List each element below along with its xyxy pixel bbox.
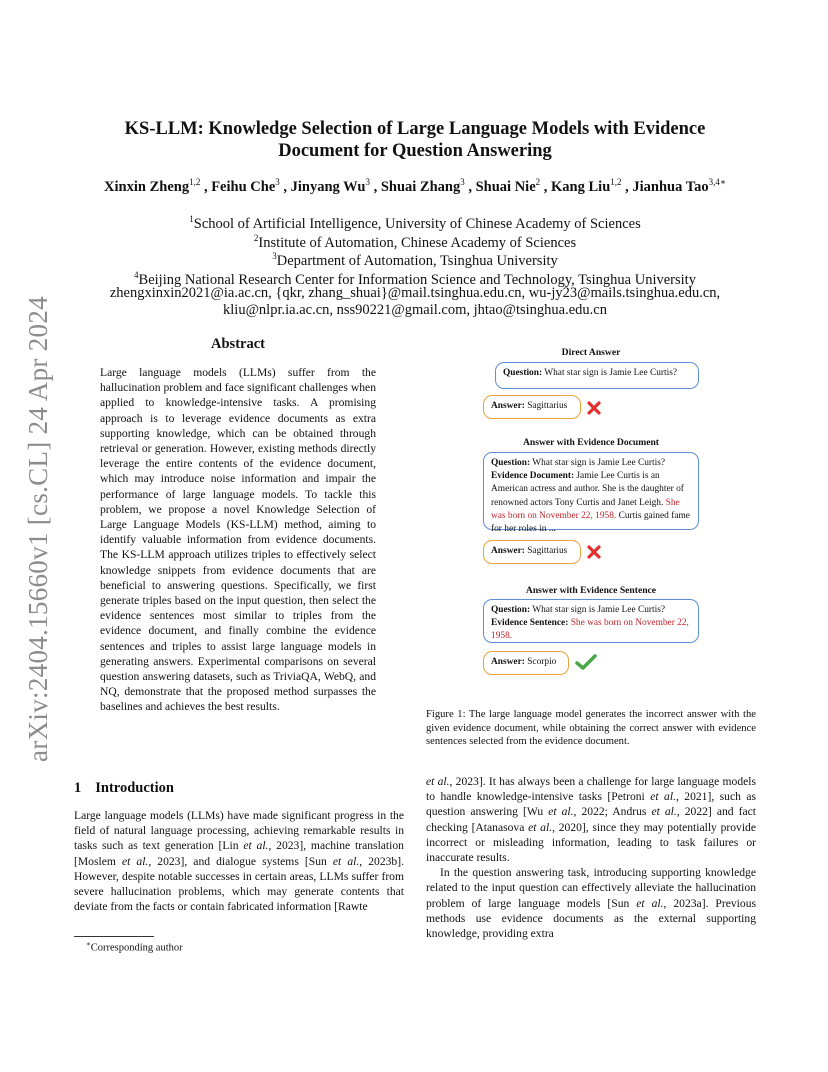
- abstract-heading: Abstract: [211, 336, 265, 352]
- author: Feihu Che$^3$: [211, 177, 280, 195]
- figure-head-sentence: Answer with Evidence Sentence: [525, 585, 657, 596]
- cross-mark-icon: [586, 400, 602, 416]
- author: Shuai Zhang$^3$: [380, 177, 465, 195]
- answer-bubble: Answer: Sagittarius: [483, 395, 581, 419]
- author: Jinyang Wu$^3$: [290, 177, 370, 195]
- footnote-rule: [74, 936, 154, 937]
- affiliation: $^2$Institute of Automation, Chinese Academy of Sciences: [253, 233, 577, 251]
- intro-paragraph-1: Large language models (LLMs) have made significant progress in the field of natural language processing, achieving remarkable results in tasks such as text generation [Lin et al., 2023], machine translation [Moslem et al., 2023], and dialogue systems [Sun et al., 2023b]. However, despite notable successes in certain areas, LLMs suffer from severe hallucination problems, which may generate contents that deviate from the facts or contain fabricated information [Rawte: [74, 809, 404, 914]
- affiliation: $^3$Department of Automation, Tsinghua University: [272, 251, 558, 269]
- arxiv-stamp: arXiv:2404.15660v1 [cs.CL] 24 Apr 2024: [23, 296, 53, 762]
- author: Xinxin Zheng$^{1,2}$: [104, 177, 201, 195]
- intro-paragraph-continued: et al., 2023]. It has always been a challenge for large language models to handle knowledge-intensive tasks [Petroni et al., 2021], such as question answering [Wu et al., 2022; Andrus et al., 2022] and fact checking [Atanasova et al., 2020], since they may potentially provide incorrect or misleading information, leading to task failures or inaccurate results. In the question answering task, introducing supporting knowledge related to the input question can effectively alleviate the hallucination problem of large language models [Sun et al., 2023a]. Previous methods use evidence documents as the external supporting knowledge, providing extra: [426, 775, 756, 941]
- author: Shuai Nie$^2$: [475, 177, 541, 195]
- affiliation: $^1$School of Artificial Intelligence, University of Chinese Academy of Sciences: [189, 214, 641, 232]
- email-line-1: zhengxinxin2021@ia.ac.cn, {qkr, zhang_shuai}@mail.tsinghua.edu.cn, wu-jy23@mails.tsinghua.edu.cn,: [109, 285, 721, 301]
- footnote: ∗Corresponding author: [86, 940, 183, 954]
- intro-paragraph-2: In the question answering task, introducing supporting knowledge related to the input question can effectively alleviate the hallucination problem of large language models [Sun et al., 2023a]. Previous methods use evidence documents as the external supporting knowledge, providing extra: [426, 866, 756, 941]
- cross-mark-icon: [586, 544, 602, 560]
- answer-bubble: Answer: Scorpio: [483, 651, 569, 675]
- figure-caption: Figure 1: The large language model generates the incorrect answer with the given evidence document, while obtaining the correct answer with evidence sentences selected from the evidence document.: [426, 709, 756, 748]
- paper-title: [90, 118, 740, 162]
- title-line-1: KS-LLM: Knowledge Selection of Large Language Models with Evidence: [124, 119, 706, 139]
- email-line-2: kliu@nlpr.ia.ac.cn, nss90221@gmail.com, jhtao@tsinghua.edu.cn: [223, 302, 607, 318]
- section-heading: 1 Introduction: [74, 780, 174, 796]
- answer-bubble: Answer: Sagittarius: [483, 540, 581, 564]
- affiliation: $^4$Beijing National Research Center for Information Science and Technology, Tsinghua University: [134, 270, 696, 288]
- author: Kang Liu$^{1,2}$: [551, 177, 622, 195]
- figure-head-direct: Direct Answer: [561, 347, 621, 358]
- check-mark-icon: [575, 653, 597, 671]
- author-list: Xinxin Zheng$^{1,2}$ , Feihu Che$^3$ , Jinyang Wu$^3$ , Shuai Zhang$^3$ , Shuai Nie$^2$ , Kang Liu$^{1,2}$ , Jianhua Tao$^{3,4∗}$: [104, 177, 726, 195]
- figure-head-document: Answer with Evidence Document: [523, 437, 659, 448]
- abstract-text: Large language models (LLMs) suffer from the hallucination problem and face significant challenges when applied to knowledge-intensive tasks. A promising approach is to leverage evidence documents as extra supporting knowledge, which can be obtained through retrieval or generation. However, existing methods directly leverage the entire contents of the evidence document, which may introduce noise information and impair the performance of large language models. To tackle this problem, we propose a novel Knowledge Selection of Large Language Models (KS-LLM) method, aiming to identify valuable information from evidence documents. The KS-LLM approach utilizes triples to effectively select knowledge snippets from evidence documents that are beneficial to answering questions. Specifically, we first generate triples based on the input question, then select the evidence sentences most similar to triples from the evidence document, and finally combine the evidence sentences and triples to assist large language models in generating answers. Experimental comparisons on several question answering datasets, such as TriviaQA, WebQ, and NQ, demonstrate that the proposed method surpasses the baselines and achieves the best results.: [100, 366, 376, 714]
- title-line-2: Document for Question Answering: [278, 141, 552, 161]
- author: Jianhua Tao$^{3,4∗}$: [632, 177, 726, 195]
- question-bubble: Question: What star sign is Jamie Lee Curtis?: [495, 362, 699, 389]
- evidence-document-bubble: Question: What star sign is Jamie Lee Curtis? Evidence Document: Jamie Lee Curtis is an American actress and author. She is the daughter of renowned actors Tony Curtis and Janet Leigh. She was born on November 22, 1958. Curtis gained fame for her roles in ...: [483, 452, 699, 530]
- evidence-sentence-bubble: Question: What star sign is Jamie Lee Curtis? Evidence Sentence: She was born on November 22, 1958.: [483, 599, 699, 643]
